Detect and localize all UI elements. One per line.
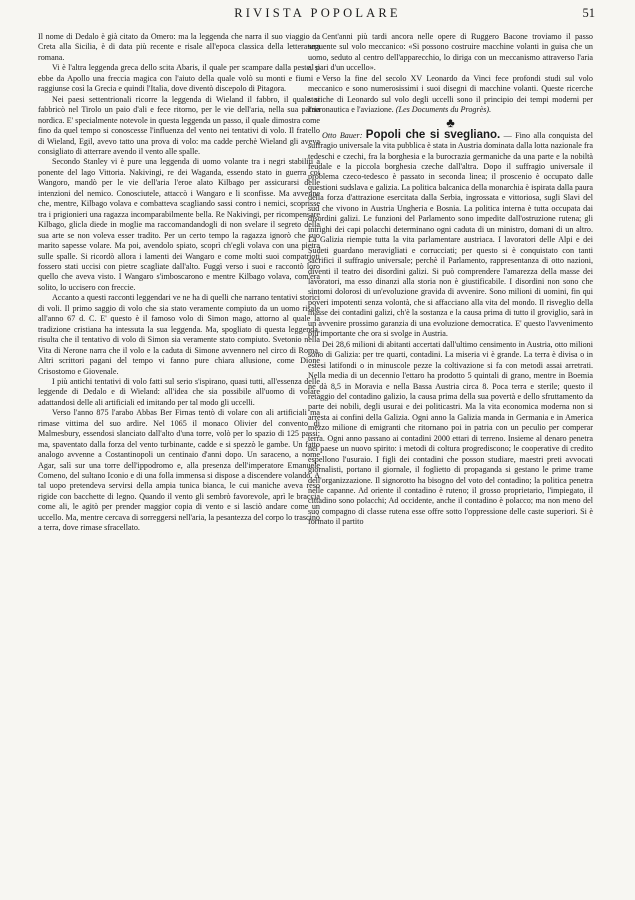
paragraph: Il nome di Dedalo è già citato da Omero: ma la leggenda che narra il suo viaggio da Creta alla Sicilia, è di data più recente e risale all'epoca classica della letteratura romana.	[38, 32, 320, 62]
paragraph: Cent'anni più tardi ancora nelle opere di Ruggero Bacone troviamo il passo seguente sul volo meccanico: «Si possono costruire macchine volanti in guisa che un uomo, seduto al centro dell'apparecchio, lo diriga con un meccanismo attraverso l'aria al pari d'un uccello».	[308, 32, 593, 73]
page-header	[40, 6, 595, 26]
paragraph-text: Verso la fine del secolo XV Leonardo da Vinci fece profondi studi sul volo meccanico e sono numerosissimi i suoi disegni di macchine volanti. Queste ricerche storiche di Leonardo sul volo degli uccelli sono il principio dei tempi moderni per l'aeronautica e l'aviazione.	[308, 73, 593, 115]
paragraph: Vi è l'altra leggenda greca dello scita Abaris, il quale per scampare dalla peste, si ebbe da Apollo una freccia magica con l'aiuto della quale volò su monti e fiumi e raggiunse così la Grecia e quindi l'Italia, dove diventò discepolo di Pitagora.	[38, 63, 320, 94]
paragraph: Nei paesi settentrionali ricorre la leggenda di Wieland il fabbro, il quale si fabbricò nel Tirolo un paio d'ali e fece ritorno, per le vie dell'aria, nella sua patria nordica. E' specialmente notevole in questa leggenda un passo, il quale dimostra come fino da quel tempo si conoscesse l'influenza del vento nei tentativi di volo. Il fratello di Wieland, Egil, avevo tatto una prova di volo: ma cadde perchè Wieland gli aveva consigliato di atterrare avendo il vento alle spalle.	[38, 94, 320, 156]
paragraph: Dei 28,6 milioni di abitanti accertati dall'ultimo censimento in Austria, otto milioni sono di Galizia: per tre quarti, contadini. La miseria vi è grande. La terra è divisa o in estesi latifondi o in minuscole pezze la coltivazione si fa con metodi assai arretrati. Nella media di un decennio l'ettaro ha prodotto 5 quintali di grano, mentre in Boemia ne dà 8,5 in Moravia e nella Bassa Austria circa 8. Poca terra e sterile; questo il retaggio del contadino galizio, la causa prima della sua povertà e dello sfruttamento da parte dei nobili, degli usurai e dei politicastri. Ma la vita economica moderna non si arresta ai confini della Galizia. Ogni anno la Galizia manda in Germania e in America mezzo milione di emigranti che ritornano poi in patria con un peculio per comperar terra. Ogni anno passano ai contadini 2000 ettari di terreno. Insieme al denaro penetra nel paese un nuovo spirito: i metodi di coltura progrediscono; le cooperative di credito espellono l'usuraio. I figli dei contadini che posson studiare, maestri preti avvocati giornalisti, portano il giornale, il foglietto di propaganda si gestano le prime trame dell'organizzazione. Il signorotto ha bisogno del voto del contadino; la politica penetra nelle capanne. Ad oriente il contadino è ruteno; il grosso proprietario, l'impiegato, il cittadino sono polacchi; Ad occidente, anche il contadino è polacco; ma non meno del suo compagno di classe rutena esse offre sotto l'oppressione delle caste superiori. Si è formato il partito	[308, 339, 593, 527]
source-note: (Les Documents du Progrès).	[395, 105, 492, 115]
paragraph: Accanto a questi racconti leggendari ve ne ha di quelli che narrano tentativi storici di voli. Il primo saggio di volo che sia stato veramente compiuto da un uomo risale all'anno 67 d. C. E' questo è il famoso volo di Simon mago, attorno al quale la tradizione cristiana ha intessuta la sua leggenda. Ma, spogliato di questa leggenda, risulta che il tentativo di volo di Simon sia veramente stato compiuto. Svetonio nella Vita di Nerone narra che il volo e la caduta di Simone avvennero nel circo di Roma. Altri scrittori pagani del tempo vi fanno pure chiara allusione, come Dione Crisostomo e Giovenale.	[38, 293, 320, 376]
right-column	[308, 32, 593, 528]
article-author: Otto Bauer:	[322, 130, 363, 140]
paragraph	[308, 74, 593, 116]
page-number: 51	[582, 6, 595, 20]
article-lead	[308, 130, 593, 340]
paragraph: I più antichi tentativi di volo fatti sul serio s'ispirano, quasi tutti, all'essenza delle leggende di Dedalo e di Wieland: all'idea che sia possibile all'uomo di volare adattandosi delle ali artificiali ed imitando per tal modo gli uccelli.	[38, 376, 320, 407]
paragraph: Secondo Stanley vi è pure una leggenda di uomo volante tra i negri stabiliti a ponente del lago Vittoria. Nakivingi, re dei Waganda, essendo stato in guerra coi Wangoro, mandò per le vie dell'aria l'eroe alato Kilbago per assicurarsi delle intenzioni del nemico. Conosciutele, attaccò i Wangaro e li sconfisse. Ma avvenne che, mentre, Kilbago volava e combatteva scagliando sassi contro i nemici, scoprisse tra i prigionieri una ragazza incomparabilmente bella. Re Nakivingi, per ricompensare Kilbago, glicla diede in moglie ma raccomandandogli di non svelare il segreto della sua arte se non voleva esser tradito. Per un certo tempo la ragazza ignorò che suo marito sapesse volare. Ma poi, avendolo spiato, scoprì ch'egli volava con una pietra sulle spalle. Si ricordò allora i lamenti dei Wangaro e come molti suoi compatrioti fossero stati uccisi con pietre scagliate dall'alto. Fuggì verso i suoi e raccontò loro quello che aveva visto. I Wangaro s'imboscarono e mentre Kilbago volava, com'era solito, lo uccisero con freccie.	[38, 157, 320, 292]
left-column	[38, 32, 320, 534]
running-title: RIVISTA POPOLARE	[234, 6, 401, 20]
article-title: Popoli che si svegliano.	[365, 128, 501, 141]
club-ornament-icon: ♣	[446, 114, 455, 130]
paragraph: Verso l'anno 875 l'arabo Abbas Ber Firnas tentò di volare con ali artificiali ma rimase vittima del suo ardire. Nel 1065 il monaco Olivier del convento di Malmesbury, essendosi slanciato dall'alto d'una torre, volò per lo spazio di 125 passi; ma, spaventato dalla forza del vento turbinante, cadde e si spezzò le gambe. Un fatto analogo avvenne a Costantinopoli un centinaio d'anni dopo. Un saraceno, a nome Agar, salì sur una torre dell'ippodromo e, alla presenza dell'imperatore Emanuele Comeno, del sultano Iconio e di una folla immensa si dispose a discendere volando. A tal uopo pretendeva servirsi della ampia tunica bianca, le cui maniche aveva reso rigide con bacchette di legno. Quando il vento gli sembrò favorevole, aprì le braccia come ali, le agitò per prender maggior copia di vento e si lasciò andare come un uccello. Ma, mentre cercava di sorreggersi nell'aria, la pesantezza del corpo lo trascinò a terra, dove rimase sfracellato.	[38, 408, 320, 533]
article-lead-text: — Fino alla conquista del suffragio universale la vita pubblica è stata in Austria dominata dalla lotta nazionale fra tedeschi e czechi, fra la borghesia e la burocrazia germaniche da una parte e la nobiltà feudale e la piccola borghesia czeche dall'altra. Dopo il suffragio universale il problema czeco-tedesco è passato in seconda linea; il proscenio è occupato dalle questioni sudslava e galizia. La politica balcanica della monarchia è ispirata dalla paura della forza d'attrazione esercitata dalla Serbia, ingrossata e vittoriosa, sugli Slavi del sud che vivono in Austria Ungheria e Bosnia. La politica interna è tutta occupata dai disordini galizi. Le funzioni del Parlamento sono impedite dall'ostruzione rutena; gli intrighi dei capi polacchi determinano ogni caduta di un ministro, domani di un altro. La Galizia riempie tutta la vita parlamentare austriaca. I lavoratori delle Alpi e dei Sudeti guardano meravigliati e corrucciati; per questo si è conquistato con tanti sacrifici il suffragio universale; perchè il Parlamento, rappresentanza di otto nazioni, diventi il teatro dei disordini galizi. Si può comprendere l'amarezza della masse dei lavoratori, ma esso dinanzi alla storia non è giustificabile. I disordini non sono che sintomi dolorosi di un'evoluzione gravida di avvenire. Sono milioni di uomini, fin qui poveri impotenti senza volontà, che si affacciano alla vita del mondo. Il risveglio della masse dei contadini galizi, ch'è la sostanza e la causa prima di tutto il groviglio, sarà in un avvenire prossimo garanzia di una evoluzione democratica. E' questo l'avvenimento più importante che ora si svolge in Austria.	[308, 130, 594, 339]
